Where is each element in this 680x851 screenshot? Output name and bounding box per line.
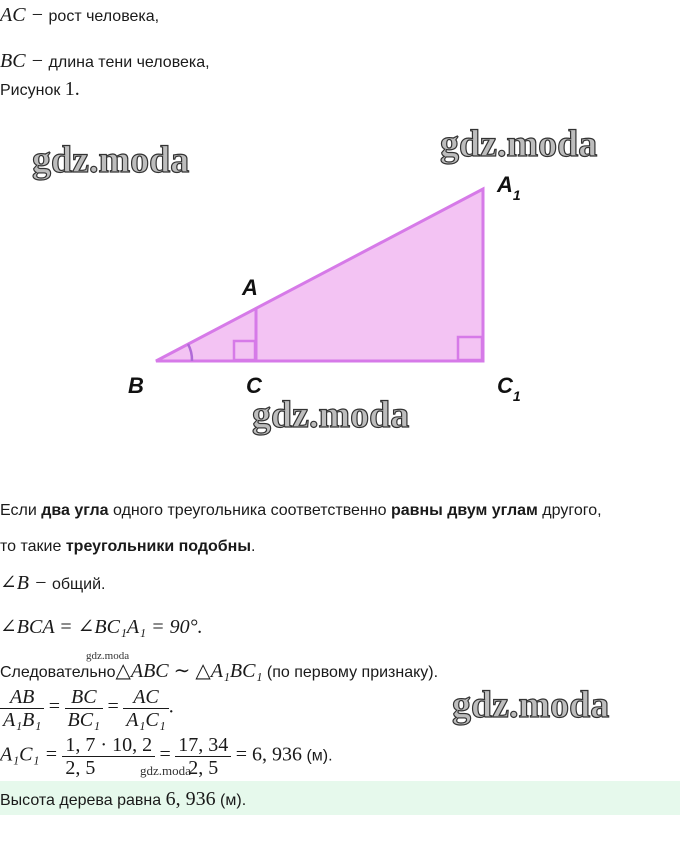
calc-fraction-1	[62, 734, 155, 779]
watermark-small-1: gdz.moda	[86, 650, 130, 662]
similarity-statement: △ABC ∼ △A₁BC₁	[115, 660, 263, 682]
right-angles-equation: ∠BCA = ∠BC₁A₁ = 90°.	[0, 616, 203, 638]
watermark-2: gdz.moda	[440, 123, 598, 165]
label-a: A	[242, 275, 258, 300]
right-angles-line	[0, 614, 203, 639]
calc-lhs: A₁C₁ =	[0, 743, 58, 766]
definition-bc	[0, 50, 210, 73]
calc-fraction-2-den: 2, 5	[188, 757, 219, 779]
calc-unit: (м).	[306, 747, 333, 765]
calc-result: = 6, 936	[235, 743, 303, 766]
rule-part-4: то такие	[0, 538, 66, 555]
conclusion-word: Следовательно	[0, 664, 116, 681]
rule-bold-two-angles: два угла	[41, 502, 109, 519]
calculation-line	[0, 734, 333, 779]
fraction-bc-den: BC₁	[67, 709, 101, 731]
rule-part-1: Если	[0, 502, 42, 519]
fraction-ab-num: AB	[0, 686, 44, 709]
answer-value: 6, 936	[165, 788, 216, 810]
answer-unit: (м).	[220, 792, 247, 809]
label-c: C	[246, 373, 262, 398]
fraction-ac-den: A₁C₁	[126, 709, 166, 731]
rule-bold-equal-angles: равны двум углам	[390, 502, 538, 519]
watermark-small-2: gdz.moda	[140, 763, 191, 778]
fraction-ac	[123, 686, 168, 731]
rule-part-2: одного треугольника соответственно	[108, 502, 391, 519]
rule-part-5: .	[251, 538, 256, 555]
watermark-4: gdz.moda	[452, 684, 610, 726]
rule-bold-similar: треугольники подобны	[65, 538, 252, 555]
calc-eq: =	[159, 743, 171, 766]
watermark-1: gdz.moda	[32, 139, 190, 181]
bc-symbol: BC −	[0, 50, 45, 72]
calc-fraction-1-num: 1, 7 · 10, 2	[62, 734, 155, 757]
label-a1: $A_1$	[497, 172, 521, 203]
ac-symbol: AC −	[0, 4, 45, 26]
fraction-bc	[65, 686, 104, 731]
bc-description: длина тени человека,	[48, 54, 210, 71]
eq-sign-2: =	[107, 695, 119, 718]
proportion-line	[0, 686, 174, 731]
answer-line	[0, 788, 246, 811]
calc-fraction-2-num: 17, 34	[175, 734, 231, 757]
angle-common-line	[0, 570, 105, 595]
ac-description: рост человека,	[48, 8, 160, 25]
label-b: B	[128, 373, 144, 398]
fraction-ab	[0, 686, 44, 731]
figure-caption	[0, 78, 80, 101]
big-triangle	[156, 189, 483, 361]
similarity-rule-line1	[0, 502, 602, 520]
definition-ac	[0, 4, 159, 27]
angle-b-symbol: ∠B −	[0, 572, 48, 594]
conclusion-line	[0, 658, 438, 683]
watermark-3: gdz.moda	[252, 394, 410, 436]
proportion-period: .	[168, 695, 174, 718]
figure-caption-number: 1.	[64, 78, 80, 100]
calc-fraction-2	[175, 734, 231, 779]
similarity-rule-line2	[0, 538, 255, 556]
fraction-bc-num: BC	[65, 686, 104, 709]
conclusion-tail: (по первому признаку).	[266, 664, 439, 681]
figure-caption-word: Рисунок	[0, 82, 61, 99]
answer-text: Высота дерева равна	[0, 792, 162, 809]
rule-part-3: другого,	[537, 502, 602, 519]
fraction-ab-den: A₁B₁	[3, 709, 42, 731]
label-c1: $C_1$	[497, 373, 521, 404]
calc-fraction-1-den: 2, 5	[65, 757, 96, 779]
fraction-ac-num: AC	[123, 686, 168, 709]
angle-common-text: общий.	[51, 576, 106, 593]
eq-sign-1: =	[48, 695, 61, 718]
